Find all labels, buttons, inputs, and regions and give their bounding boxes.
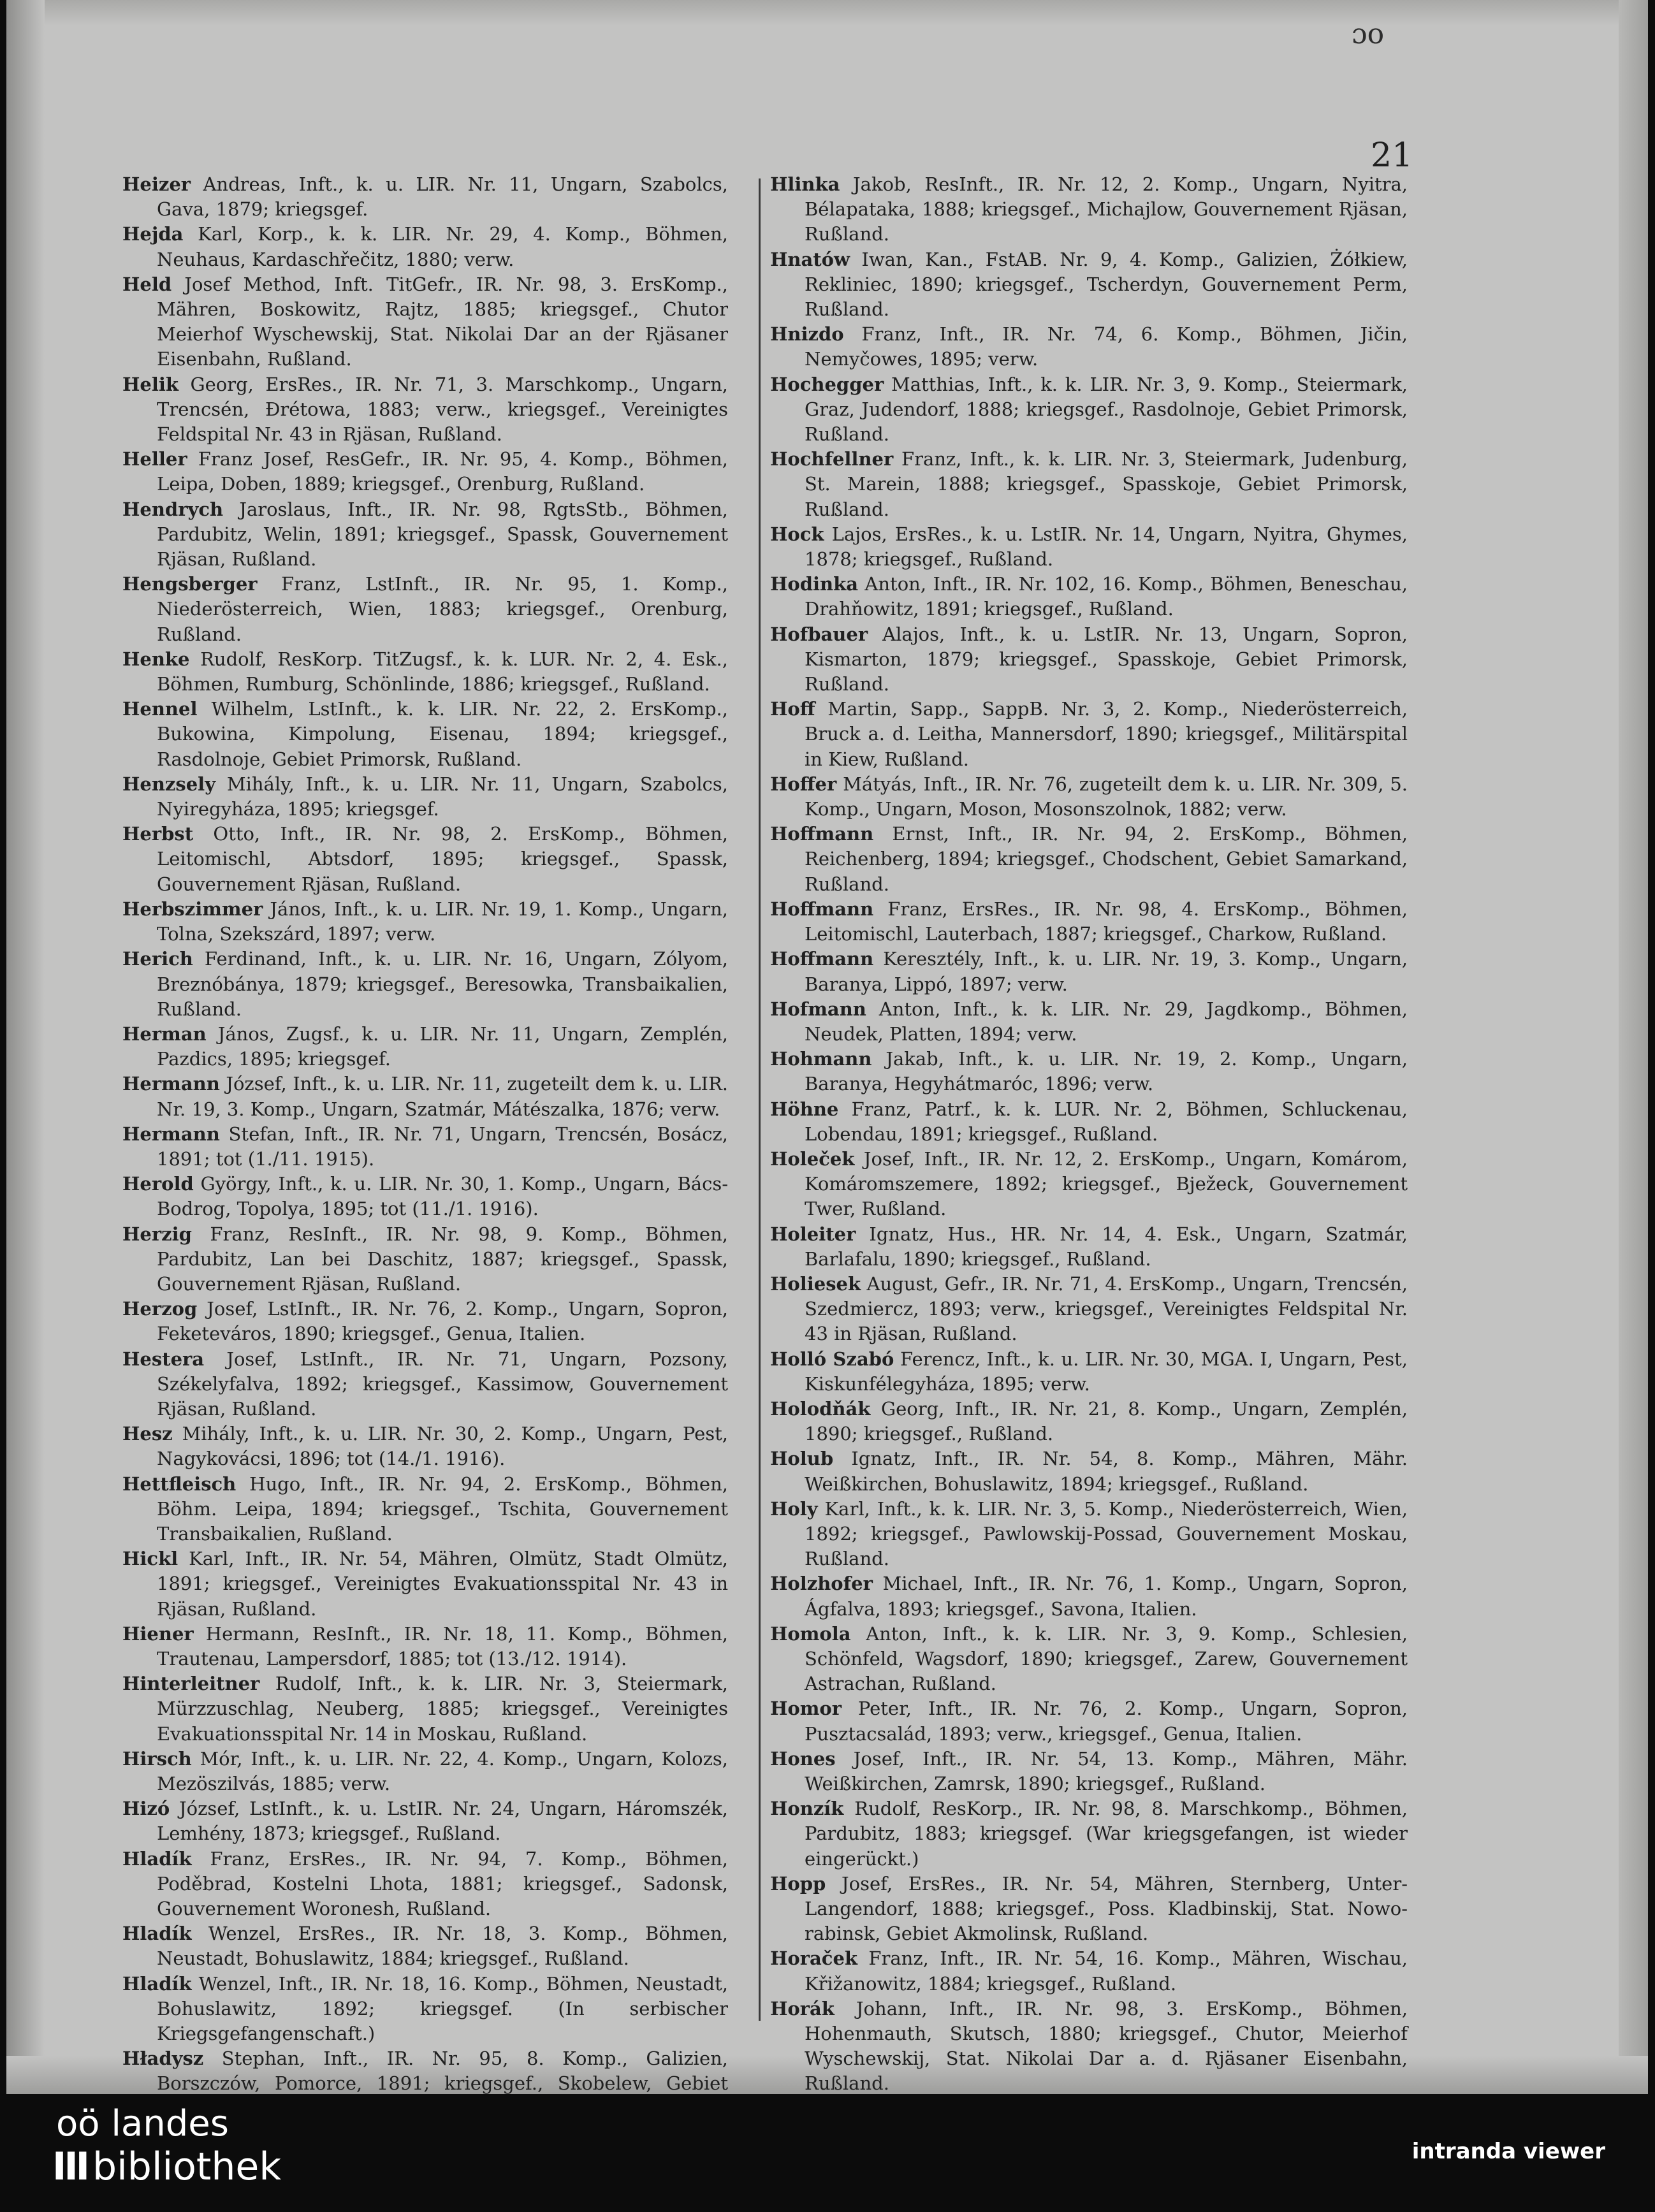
entry-surname: Hickl	[122, 1548, 179, 1570]
register-entry	[770, 172, 1408, 247]
register-entry	[770, 622, 1408, 697]
register-entry	[122, 1671, 728, 1747]
entry-details: Rudolf, ResKorp. TitZugsf., k. k. LUR. Nr. 2, 4. Esk., Böhmen, Rumburg, Schönlinde, 1886; kriegsgef., Rußland.	[157, 648, 728, 695]
entry-surname: Holub	[770, 1448, 834, 1470]
entry-surname: Hoffmann	[770, 898, 874, 920]
logo-bars-icon: III	[52, 2144, 87, 2189]
top-margin-mark: ɔo	[1352, 18, 1385, 50]
entry-surname: Herbst	[122, 823, 194, 845]
entry-surname: Höhne	[770, 1098, 839, 1120]
register-entry	[122, 647, 728, 697]
entry-surname: Hermann	[122, 1073, 220, 1095]
register-entry	[122, 497, 728, 572]
entry-details: Hermann, ResInft., IR. Nr. 18, 11. Komp., Böhmen, Trautenau, Lampersdorf, 1885; tot (13./12. 1914).	[157, 1622, 728, 1670]
register-entry	[122, 1297, 728, 1346]
entry-details: Josef, LstInft., IR. Nr. 71, Ungarn, Pozsony, Székelyfalva, 1892; kriegsgef., Kassimow, Gouvernement Rjäsan, Rußland.	[157, 1348, 728, 1420]
register-entry	[770, 1347, 1408, 1397]
register-entry	[122, 947, 728, 1022]
entry-details: Franz, Inft., IR. Nr. 74, 6. Komp., Böhmen, Jičin, Nemyčowes, 1895; verw.	[805, 323, 1408, 370]
register-entry	[770, 772, 1408, 822]
entry-details: Franz, ErsRes., IR. Nr. 98, 4. ErsKomp., Böhmen, Leitomischl, Lauterbach, 1887; kriegsgef., Charkow, Rußland.	[805, 898, 1408, 945]
entry-surname: Hettfleisch	[122, 1473, 237, 1495]
entry-surname: Hnizdo	[770, 323, 844, 346]
register-entry	[122, 1546, 728, 1622]
register-entry	[770, 1696, 1408, 1746]
register-entry	[770, 522, 1408, 572]
entry-details: Rudolf, Inft., k. k. LIR. Nr. 3, Steiermark, Mürzzuschlag, Neuberg, 1885; kriegsgef., Vereinigtes Evakuationsspital Nr. 14 in Moskau, Rußland.	[157, 1673, 728, 1745]
entry-details: Mátyás, Inft., IR. Nr. 76, zugeteilt dem k. u. LIR. Nr. 309, 5. Komp., Ungarn, Moson, Mosonszolnok, 1882; verw.	[805, 773, 1408, 820]
entry-details: Jakab, Inft., k. u. LIR. Nr. 19, 2. Komp., Ungarn, Baranya, Hegyhátmaróc, 1896; verw.	[805, 1048, 1408, 1095]
entry-details: Wilhelm, LstInft., k. k. LIR. Nr. 22, 2. ErsKomp., Bukowina, Kimpolung, Eisenau, 1894; kriegsgef., Rasdolnoje, Gebiet Primorsk, Rußland.	[157, 698, 728, 770]
right-column	[770, 172, 1408, 2094]
entry-surname: Hochegger	[770, 373, 884, 395]
entry-details: Stephan, Inft., IR. Nr. 95, 8. Komp., Galizien, Borszczów, Pomorce, 1891; kriegsgef., Skobelew, Gebiet	[157, 2048, 728, 2094]
logo-line-2-text: bibliothek	[92, 2144, 282, 2189]
entry-details: Stefan, Inft., IR. Nr. 71, Ungarn, Trencsén, Bosácz, 1891; tot (1./11. 1915).	[157, 1123, 728, 1170]
entry-details: Peter, Inft., IR. Nr. 76, 2. Komp., Ungarn, Sopron, Pusztacsalád, 1893; verw., kriegsgef., Genua, Italien.	[805, 1698, 1408, 1745]
entry-surname: Herman	[122, 1022, 207, 1045]
entry-details: György, Inft., k. u. LIR. Nr. 30, 1. Komp., Ungarn, Bács-Bodrog, Topolya, 1895; tot (11./1. 1916).	[157, 1173, 728, 1220]
entry-surname: Hohmann	[770, 1048, 872, 1070]
register-entry	[770, 1946, 1408, 1996]
column-divider	[759, 178, 761, 2021]
entry-details: Martin, Sapp., SappB. Nr. 3, 2. Komp., Niederösterreich, Bruck a. d. Leitha, Mannersdorf, 1890; kriegsgef., Militärspital in Kiew, Rußland.	[805, 698, 1408, 770]
entry-details: Ignatz, Inft., IR. Nr. 54, 8. Komp., Mähren, Mähr. Weißkirchen, Bohuslawitz, 1894; kriegsgef., Rußland.	[805, 1448, 1408, 1495]
entry-details: Josef, ErsRes., IR. Nr. 54, Mähren, Sternberg, Unter-Langendorf, 1888; kriegsgef., Poss. Kladbinskij, Stat. Nowo-rabinsk, Gebiet Akmolinsk, Rußland.	[805, 1872, 1408, 1945]
entry-details: Ernst, Inft., IR. Nr. 94, 2. ErsKomp., Böhmen, Reichenberg, 1894; kriegsgef., Chodschent, Gebiet Samarkand, Rußland.	[805, 823, 1408, 895]
entry-surname: Holeiter	[770, 1223, 856, 1245]
register-entry	[770, 1622, 1408, 1697]
entry-surname: Hermann	[122, 1123, 220, 1145]
register-entry	[770, 572, 1408, 622]
entry-surname: Horaček	[770, 1947, 858, 1970]
page-edge-top	[6, 0, 1648, 25]
register-entry	[770, 372, 1408, 447]
entry-surname: Holeček	[770, 1147, 855, 1170]
register-entry	[770, 1872, 1408, 1947]
entry-surname: Holzhofer	[770, 1573, 873, 1595]
page-edge-right	[1619, 0, 1648, 2094]
entry-details: Jaroslaus, Inft., IR. Nr. 98, RgtsStb., Böhmen, Pardubitz, Welin, 1891; kriegsgef., Spassk, Gouvernement Rjäsan, Rußland.	[157, 498, 728, 571]
entry-surname: Hones	[770, 1747, 836, 1770]
register-entry	[122, 772, 728, 822]
entry-surname: Hizó	[122, 1798, 170, 1820]
entry-details: Karl, Inft., IR. Nr. 54, Mähren, Olmütz, Stadt Olmütz, 1891; kriegsgef., Vereinigtes Evakuationsspital Nr. 43 in Rjäsan, Rußland.	[157, 1548, 728, 1620]
entry-details: Mihály, Inft., k. u. LIR. Nr. 11, Ungarn, Szabolcs, Nyiregyháza, 1895; kriegsgef.	[157, 773, 728, 820]
register-entry	[770, 1272, 1408, 1347]
entry-surname: Hopp	[770, 1872, 826, 1895]
entry-surname: Holodňák	[770, 1397, 871, 1420]
register-entry	[122, 897, 728, 947]
entry-details: Franz Josef, ResGefr., IR. Nr. 95, 4. Komp., Böhmen, Leipa, Doben, 1889; kriegsgef., Orenburg, Rußland.	[157, 448, 728, 495]
entry-surname: Holiesek	[770, 1272, 861, 1295]
entry-surname: Holló Szabó	[770, 1348, 894, 1370]
entry-details: Franz, Inft., IR. Nr. 54, 16. Komp., Mähren, Wischau, Křižanowitz, 1884; kriegsgef., Rußland.	[805, 1947, 1408, 1995]
entry-details: Lajos, ErsRes., k. u. LstIR. Nr. 14, Ungarn, Nyitra, Ghymes, 1878; kriegsgef., Rußland.	[805, 523, 1408, 571]
entry-surname: Herzig	[122, 1223, 192, 1245]
logo-line-1: oö landes	[56, 2103, 229, 2144]
entry-surname: Hennel	[122, 698, 198, 720]
register-entry	[770, 947, 1408, 996]
register-entry	[122, 572, 728, 647]
register-entry	[122, 1172, 728, 1221]
entry-surname: Herzog	[122, 1298, 198, 1320]
register-entry	[122, 372, 728, 447]
entry-surname: Hock	[770, 523, 824, 545]
entry-surname: Hiener	[122, 1622, 194, 1645]
entry-surname: Helik	[122, 373, 179, 395]
entry-surname: Hoffmann	[770, 948, 874, 970]
entry-surname: Horák	[770, 1997, 835, 2019]
register-entry	[770, 247, 1408, 323]
register-entry	[122, 1347, 728, 1422]
entry-details: Matthias, Inft., k. k. LIR. Nr. 3, 9. Komp., Steiermark, Graz, Judendorf, 1888; kriegsgef., Rasdolnoje, Gebiet Primorsk, Rußland.	[805, 373, 1408, 446]
register-entry	[122, 1122, 728, 1172]
entry-surname: Hladík	[122, 1923, 192, 1945]
register-entry	[770, 1397, 1408, 1446]
entry-details: József, LstInft., k. u. LstIR. Nr. 24, Ungarn, Háromszék, Lemhény, 1873; kriegsgef., Rußland.	[157, 1798, 728, 1845]
entry-surname: Hesz	[122, 1423, 173, 1445]
entry-details: Iwan, Kan., FstAB. Nr. 9, 4. Komp., Galizien, Żółkiew, Rekliniec, 1890; kriegsgef., Tscherdyn, Gouvernement Perm, Rußland.	[805, 248, 1408, 321]
register-entry	[122, 222, 728, 272]
entry-details: Michael, Inft., IR. Nr. 76, 1. Komp., Ungarn, Sopron, Ágfalva, 1893; kriegsgef., Savona, Italien.	[805, 1573, 1408, 1620]
register-entry	[122, 822, 728, 897]
register-entry	[770, 822, 1408, 897]
register-entry	[770, 1571, 1408, 1621]
register-entry	[770, 1497, 1408, 1572]
register-entry	[770, 897, 1408, 947]
register-entry	[770, 697, 1408, 772]
entry-details: Rudolf, ResKorp., IR. Nr. 98, 8. Marschkomp., Böhmen, Pardubitz, 1883; kriegsgef. (War kriegsgefangen, ist wieder eingerückt.)	[805, 1798, 1408, 1870]
register-entry	[122, 1747, 728, 1796]
entry-surname: Herbszimmer	[122, 898, 263, 920]
register-entry	[770, 1997, 1408, 2094]
entry-details: Otto, Inft., IR. Nr. 98, 2. ErsKomp., Böhmen, Leitomischl, Abtsdorf, 1895; kriegsgef., Spassk, Gouvernement Rjäsan, Rußland.	[157, 823, 728, 895]
entry-details: Andreas, Inft., k. u. LIR. Nr. 11, Ungarn, Szabolcs, Gava, 1879; kriegsgef.	[157, 173, 728, 221]
scanned-page	[6, 0, 1648, 2094]
register-entry	[770, 1446, 1408, 1496]
register-entry	[122, 1222, 728, 1297]
entry-surname: Heizer	[122, 173, 191, 195]
library-logo[interactable]	[52, 2104, 281, 2189]
register-entry	[770, 447, 1408, 522]
entry-details: József, Inft., k. u. LIR. Nr. 11, zugeteilt dem k. u. LIR. Nr. 19, 3. Komp., Ungarn, Szatmár, Mátészalka, 1876; verw.	[157, 1073, 728, 1120]
entry-details: Franz, ResInft., IR. Nr. 98, 9. Komp., Böhmen, Pardubitz, Lan bei Daschitz, 1887; kriegsgef., Spassk, Gouvernement Rjäsan, Rußland.	[157, 1223, 728, 1295]
register-entry	[122, 1972, 728, 2047]
logo-line-2	[52, 2144, 281, 2189]
entry-details: Mór, Inft., k. u. LIR. Nr. 22, 4. Komp., Ungarn, Kolozs, Mezöszilvás, 1885; verw.	[157, 1747, 728, 1794]
entry-surname: Held	[122, 273, 172, 295]
entry-surname: Hładysz	[122, 2048, 204, 2070]
entry-details: Mihály, Inft., k. u. LIR. Nr. 30, 2. Komp., Ungarn, Pest, Nagykovácsi, 1896; tot (14./1. 1916).	[157, 1423, 728, 1470]
entry-details: Karl, Inft., k. k. LIR. Nr. 3, 5. Komp., Niederösterreich, Wien, 1892; kriegsgef., Pawlowskij-Possad, Gouvernement Moskau, Rußland.	[805, 1497, 1408, 1570]
viewer-brand[interactable]: intranda viewer	[1411, 2139, 1605, 2164]
entry-surname: Hirsch	[122, 1747, 192, 1770]
register-entry	[122, 2046, 728, 2094]
register-entry	[770, 1747, 1408, 1796]
register-entry	[770, 1097, 1408, 1147]
entry-surname: Hodinka	[770, 573, 859, 595]
register-entry	[122, 1422, 728, 1471]
entry-details: Johann, Inft., IR. Nr. 98, 3. ErsKomp., Böhmen, Hohenmauth, Skutsch, 1880; kriegsgef., Chutor, Meierhof Wyschewskij, Stat. Nikolai Dar a. d. Rjäsaner Eisenbahn, Rußland.	[805, 1997, 1408, 2094]
entry-details: Georg, Inft., IR. Nr. 21, 8. Komp., Ungarn, Zemplén, 1890; kriegsgef., Rußland.	[805, 1397, 1408, 1445]
register-entry	[122, 1622, 728, 1671]
register-entry	[122, 172, 728, 222]
entry-details: János, Inft., k. u. LIR. Nr. 19, 1. Komp., Ungarn, Tolna, Szekszárd, 1897; verw.	[157, 898, 728, 945]
register-entry	[770, 322, 1408, 372]
entry-details: Keresztély, Inft., k. u. LIR. Nr. 19, 3. Komp., Ungarn, Baranya, Lippó, 1897; verw.	[805, 948, 1408, 995]
entry-details: Josef, Inft., IR. Nr. 12, 2. ErsKomp., Ungarn, Komárom, Komáromszemere, 1892; kriegsgef., Bježeck, Gouvernement Twer, Rußland.	[805, 1147, 1408, 1220]
entry-surname: Hinterleitner	[122, 1673, 260, 1695]
register-entry	[122, 697, 728, 772]
entry-details: Ignatz, Hus., HR. Nr. 14, 4. Esk., Ungarn, Szatmár, Barlafalu, 1890; kriegsgef., Rußland.	[805, 1223, 1408, 1270]
register-entry	[122, 1796, 728, 1846]
entry-details: Wenzel, Inft., IR. Nr. 18, 16. Komp., Böhmen, Neustadt, Bohuslawitz, 1892; kriegsgef. (In serbischer Kriegsgefangenschaft.)	[157, 1972, 728, 2045]
register-entry	[770, 997, 1408, 1047]
entry-details: Ferdinand, Inft., k. u. LIR. Nr. 16, Ungarn, Zólyom, Breznóbánya, 1879; kriegsgef., Beresowka, Transbaikalien, Rußland.	[157, 948, 728, 1020]
entry-surname: Hochfellner	[770, 448, 894, 470]
entry-surname: Herold	[122, 1173, 194, 1195]
entry-details: Ferencz, Inft., k. u. LIR. Nr. 30, MGA. I, Ungarn, Pest, Kiskunfélegyháza, 1895; verw.	[805, 1348, 1408, 1395]
entry-surname: Hofbauer	[770, 623, 868, 645]
entry-surname: Heller	[122, 448, 187, 470]
entry-surname: Hengsberger	[122, 573, 258, 595]
entry-surname: Homola	[770, 1622, 851, 1645]
entry-surname: Hlinka	[770, 173, 840, 195]
entry-details: Georg, ErsRes., IR. Nr. 71, 3. Marschkomp., Ungarn, Trencsén, Đrétowa, 1883; verw., kriegsgef., Vereinigtes Feldspital Nr. 43 in Rjäsan, Rußland.	[157, 373, 728, 446]
entry-details: János, Zugsf., k. u. LIR. Nr. 11, Ungarn, Zemplén, Pazdics, 1895; kriegsgef.	[157, 1022, 728, 1070]
register-entry	[770, 1222, 1408, 1272]
entry-details: August, Gefr., IR. Nr. 71, 4. ErsKomp., Ungarn, Trencsén, Szedmiercz, 1893; verw., kriegsgef., Vereinigtes Feldspital Nr. 43 in Rjäsan, Rußland.	[805, 1272, 1408, 1345]
left-column	[122, 172, 728, 2094]
entry-surname: Homor	[770, 1698, 842, 1720]
entry-details: Franz, Inft., k. k. LIR. Nr. 3, Steiermark, Judenburg, St. Marein, 1888; kriegsgef., Spasskoje, Gebiet Primorsk, Rußland.	[805, 448, 1408, 520]
entry-surname: Henzsely	[122, 773, 216, 795]
entry-details: Franz, Patrf., k. k. LUR. Nr. 2, Böhmen, Schluckenau, Lobendau, 1891; kriegsgef., Rußland.	[805, 1098, 1408, 1145]
entry-details: Wenzel, ErsRes., IR. Nr. 18, 3. Komp., Böhmen, Neustadt, Bohuslawitz, 1884; kriegsgef., Rußland.	[157, 1923, 728, 1970]
entry-surname: Hoffmann	[770, 823, 874, 845]
register-entry	[122, 1921, 728, 1971]
entry-details: Anton, Inft., k. k. LIR. Nr. 3, 9. Komp., Schlesien, Schönfeld, Wagsdorf, 1890; kriegsgef., Zarew, Gouvernement Astrachan, Rußland.	[805, 1622, 1408, 1695]
entry-surname: Holy	[770, 1497, 818, 1520]
entry-details: Alajos, Inft., k. u. LstIR. Nr. 13, Ungarn, Sopron, Kismarton, 1879; kriegsgef., Spasskoje, Gebiet Primorsk, Rußland.	[805, 623, 1408, 695]
register-entry	[770, 1047, 1408, 1096]
entry-details: Franz, LstInft., IR. Nr. 95, 1. Komp., Niederösterreich, Wien, 1883; kriegsgef., Orenburg, Rußland.	[157, 573, 728, 645]
entry-details: Anton, Inft., k. k. LIR. Nr. 29, Jagdkomp., Böhmen, Neudek, Platten, 1894; verw.	[805, 998, 1408, 1045]
entry-surname: Hejda	[122, 223, 184, 245]
entry-surname: Hofmann	[770, 998, 866, 1020]
register-entry	[122, 1472, 728, 1547]
entry-details: Franz, ErsRes., IR. Nr. 94, 7. Komp., Böhmen, Poděbrad, Kostelni Lhota, 1881; kriegsgef., Sadonsk, Gouvernement Woronesh, Rußland.	[157, 1847, 728, 1920]
register-entry	[122, 1022, 728, 1072]
entry-surname: Hestera	[122, 1348, 205, 1370]
entry-surname: Henke	[122, 648, 190, 670]
page-number: 21	[1371, 136, 1413, 175]
entry-surname: Hoffer	[770, 773, 837, 795]
entry-surname: Hendrych	[122, 498, 224, 520]
register-entry	[770, 1796, 1408, 1872]
entry-details: Karl, Korp., k. k. LIR. Nr. 29, 4. Komp., Böhmen, Neuhaus, Kardaschřečitz, 1880; verw.	[157, 223, 728, 270]
entry-details: Josef Method, Inft. TitGefr., IR. Nr. 98, 3. ErsKomp., Mähren, Boskowitz, Rajtz, 1885; kriegsgef., Chutor Meierhof Wyschewskij, Stat. Nikolai Dar an der Rjäsaner Eisenbahn, Rußland.	[157, 273, 728, 370]
register-entry	[122, 1072, 728, 1121]
entry-surname: Honzík	[770, 1798, 844, 1820]
entry-surname: Hladík	[122, 1847, 192, 1870]
page-edge-left	[6, 0, 45, 2094]
entry-surname: Herich	[122, 948, 193, 970]
register-entry	[122, 272, 728, 372]
register-entry	[122, 1847, 728, 1922]
entry-surname: Hnatów	[770, 248, 850, 270]
entry-surname: Hladík	[122, 1972, 192, 1995]
entry-details: Hugo, Inft., IR. Nr. 94, 2. ErsKomp., Böhmen, Böhm. Leipa, 1894; kriegsgef., Tschita, Gouvernement Transbaikalien, Rußland.	[157, 1473, 728, 1545]
register-entry	[122, 447, 728, 497]
entry-details: Josef, Inft., IR. Nr. 54, 13. Komp., Mähren, Mähr. Weißkirchen, Zamrsk, 1890; kriegsgef., Rußland.	[805, 1747, 1408, 1794]
entry-details: Josef, LstInft., IR. Nr. 76, 2. Komp., Ungarn, Sopron, Feketeváros, 1890; kriegsgef., Genua, Italien.	[157, 1298, 728, 1345]
entry-details: Anton, Inft., IR. Nr. 102, 16. Komp., Böhmen, Beneschau, Drahňowitz, 1891; kriegsgef., Rußland.	[805, 573, 1408, 620]
register-entry	[770, 1147, 1408, 1222]
entry-surname: Hoff	[770, 698, 815, 720]
entry-details: Jakob, ResInft., IR. Nr. 12, 2. Komp., Ungarn, Nyitra, Bélapataka, 1888; kriegsgef., Michajlow, Gouvernement Rjäsan, Rußland.	[805, 173, 1408, 245]
